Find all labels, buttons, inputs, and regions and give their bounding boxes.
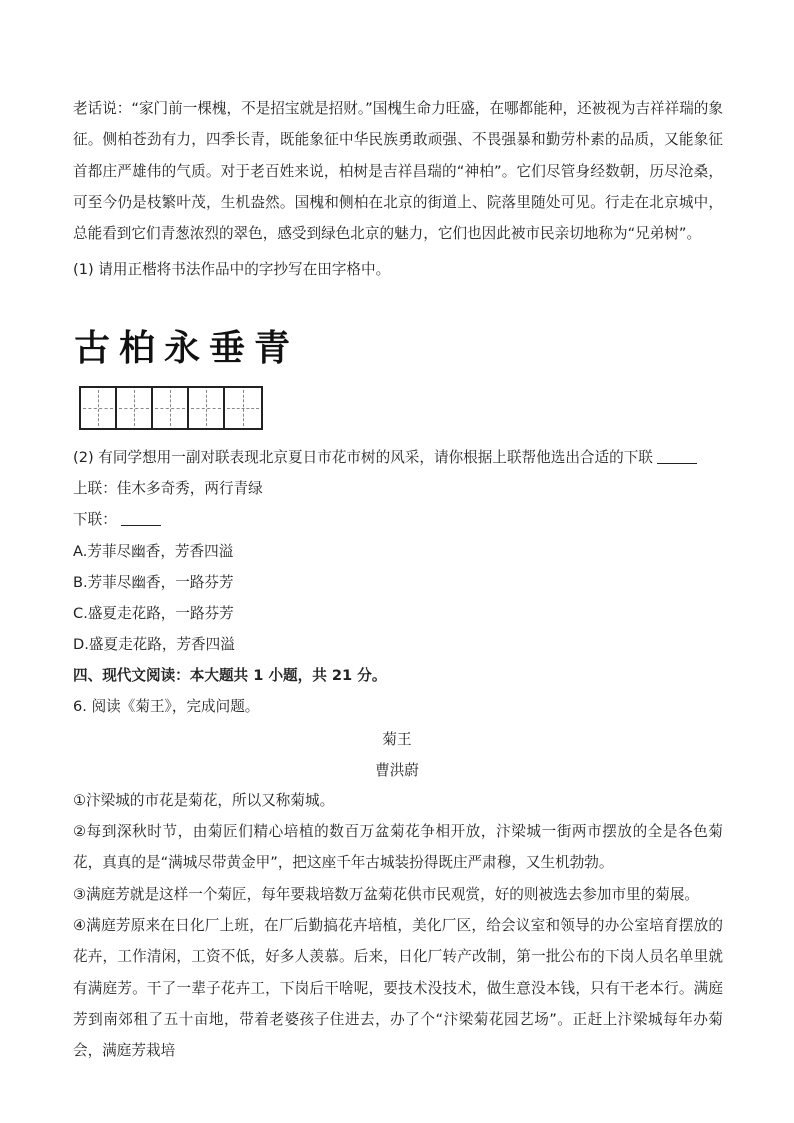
story-title: 菊王 [382,731,412,748]
tianzige-cell[interactable] [81,388,117,428]
option-b[interactable]: B.芳菲尽幽香，一路芬芳 [73,574,234,591]
option-d[interactable]: D.盛夏走花路，芳香四溢 [73,636,235,653]
option-c[interactable]: C.盛夏走花路，一路芬芳 [73,605,234,622]
lower-couplet-blank[interactable] [121,525,161,526]
tianzige-cell[interactable] [189,388,225,428]
question-2: (2) 有同学想用一副对联表现北京夏日市花市树的风采，请你根据上联帮他选出合适的下联 [73,449,653,466]
question-1: (1) 请用正楷将书法作品中的字抄写在田字格中。 [73,261,391,278]
answer-blank-2[interactable] [657,463,697,464]
section-heading: 四、现代文阅读：本大题共 1 小题，共 21 分。 [73,667,387,684]
story-paragraph-3: ③满庭芳就是这样一个菊匠，每年要栽培数万盆菊花供市民观赏，好的则被选去参加市里的菊展。 [73,886,700,903]
lower-couplet-line [73,508,161,529]
tianzige-grid [79,386,263,430]
upper-couplet: 上联：佳木多奇秀，两行青绿 [73,480,263,497]
tianzige-cell[interactable] [117,388,153,428]
option-a[interactable]: A.芳菲尽幽香，芳香四溢 [73,543,234,560]
tianzige-cell[interactable] [153,388,189,428]
tianzige-cell[interactable] [225,388,261,428]
story-paragraph-4: ④满庭芳原来在日化厂上班，在厂后勤搞花卉培植，美化厂区，给会议室和领导的办公室培育摆放的花卉，工作清闲，工资不低，好多人羡慕。后来，日化厂转产改制，第一批公布的下岗人员名单里就有满庭芳。干了一辈子花卉工，下岗后干啥呢，要技术没技术，做生意没本钱，只有干老本行。满庭芳到南郊租了五十亩地，带着老婆孩子住进去，办了个“汴梁菊花园艺场”。正赶上汴梁城每年办菊会，满庭芳栽培 [73,917,723,1060]
story-author: 曹洪蔚 [375,762,419,779]
story-paragraph-2: ②每到深秋时节，由菊匠们精心培植的数百万盆菊花争相开放，汴梁城一街两市摆放的全是各色菊花，真真的是“满城尽带黄金甲”，把这座千年古城装扮得既庄严肃穆，又生机勃勃。 [73,823,723,872]
question-6: 6. 阅读《菊王》，完成问题。 [73,698,260,715]
story-paragraph-1: ①汴梁城的市花是菊花，所以又称菊城。 [73,792,335,809]
intro-paragraph: 老话说：“家门前一棵槐，不是招宝就是招财。”国槐生命力旺盛，在哪都能种，还被视为吉祥祥瑞的象征。侧柏苍劲有力，四季长青，既能象征中华民族勇敢顽强、不畏强暴和勤劳朴素的品质，又能象征首都庄严雄伟的气质。对于老百姓来说，柏树是吉祥昌瑞的“神柏”。它们尽管身经数朝，历尽沧桑，可至今仍是枝繁叶茂，生机盎然。国槐和侧柏在北京的街道上、院落里随处可见。行走在北京城中，总能看到它们青葱浓烈的翠色，感受到绿色北京的魅力，它们也因此被市民亲切地称为“兄弟树”。 [73,100,723,243]
question-2-line [73,446,697,467]
calligraphy-artwork: 古柏永垂青 [74,327,300,369]
lower-couplet-label: 下联： [73,511,117,528]
